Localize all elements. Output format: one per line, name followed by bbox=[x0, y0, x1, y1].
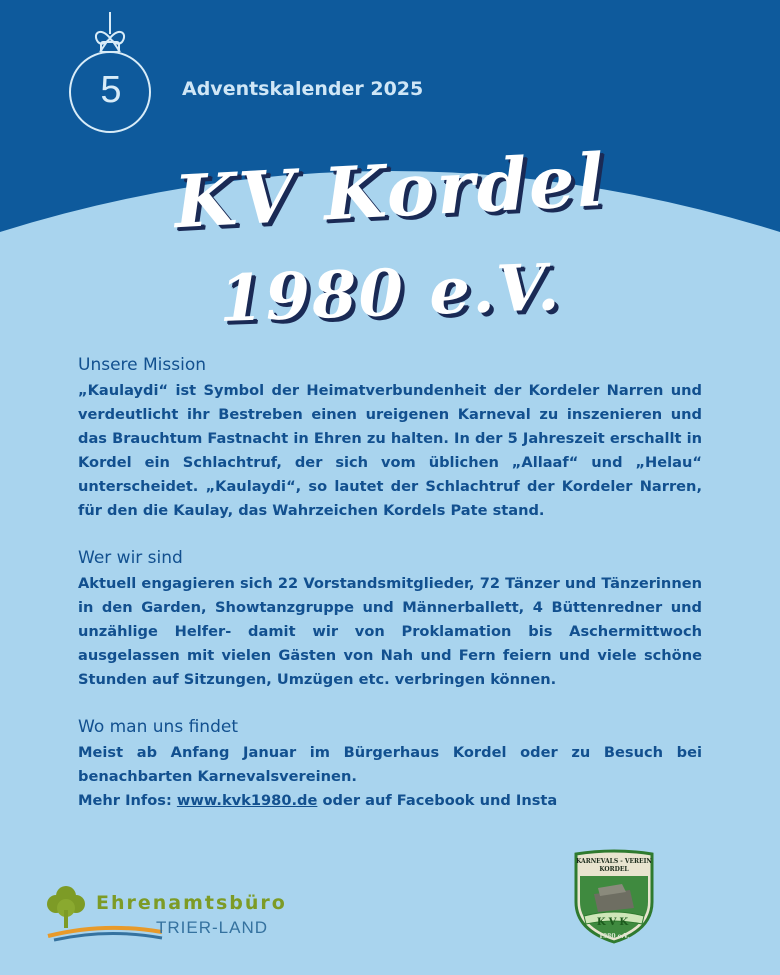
section-heading-mission: Unsere Mission bbox=[78, 355, 207, 375]
more-info-suffix: oder auf Facebook und Insta bbox=[317, 792, 558, 809]
hero-title-line1: KV Kordel bbox=[172, 136, 608, 245]
section-text-who: Aktuell engagieren sich 22 Vorstandsmitglieder, 72 Tänzer und Tänzerinnen in den Garden, Showtanzgruppe und Männerballett, 4 Büttenredner und unzählige Helfer- damit wir von Proklamation bis Aschermittwoch ausgelassen mit vielen Gästen von Nah und Fern feiern und viele schöne Stunden auf Sitzungen, Umzügen etc. verbringen können. bbox=[78, 575, 702, 688]
crest-text-kordel: KORDEL bbox=[599, 866, 629, 873]
ehrenamt-name: Ehrenamtsbüro bbox=[96, 892, 287, 914]
calendar-title: Adventskalender 2025 bbox=[182, 78, 424, 100]
crest-text-top: KARNEVALS - VEREIN bbox=[576, 858, 652, 865]
ehrenamt-sub: TRIER-LAND bbox=[156, 918, 269, 937]
section-heading-where: Wo man uns findet bbox=[78, 717, 238, 737]
section-heading-who: Wer wir sind bbox=[78, 548, 183, 568]
content-block bbox=[78, 355, 702, 813]
crest-text-year: 1980 e.V. bbox=[598, 933, 630, 940]
section-text-where: Meist ab Anfang Januar im Bürgerhaus Kordel oder zu Besuch bei benachbarten Karnevalsvereinen. bbox=[78, 744, 702, 785]
more-info-line bbox=[78, 789, 702, 813]
more-info-prefix: Mehr Infos: bbox=[78, 792, 177, 809]
section-text-mission: „Kaulaydi“ ist Symbol der Heimatverbundenheit der Kordeler Narren und verdeutlicht ihr Bestreben einen ureigenen Karneval zu inszenieren und das Brauchtum Fastnacht in Ehren zu halten. In der 5 Jahreszeit erschallt in Kordel ein Schlachtruf, der sich vom üblichen „Allaaf“ und „Helau“ unterscheidet. „Kaulaydi“, so lautet der Schlachtruf der Kordeler Narren, für den die Kaulay, das Wahrzeichen Kordels Pate stand. bbox=[78, 382, 702, 519]
website-link[interactable]: www.kvk1980.de bbox=[176, 792, 318, 809]
day-number: 5 bbox=[100, 69, 122, 111]
crest-text-letters: KVK bbox=[596, 917, 632, 928]
hero-title-line2: 1980 e.V. bbox=[217, 250, 563, 337]
